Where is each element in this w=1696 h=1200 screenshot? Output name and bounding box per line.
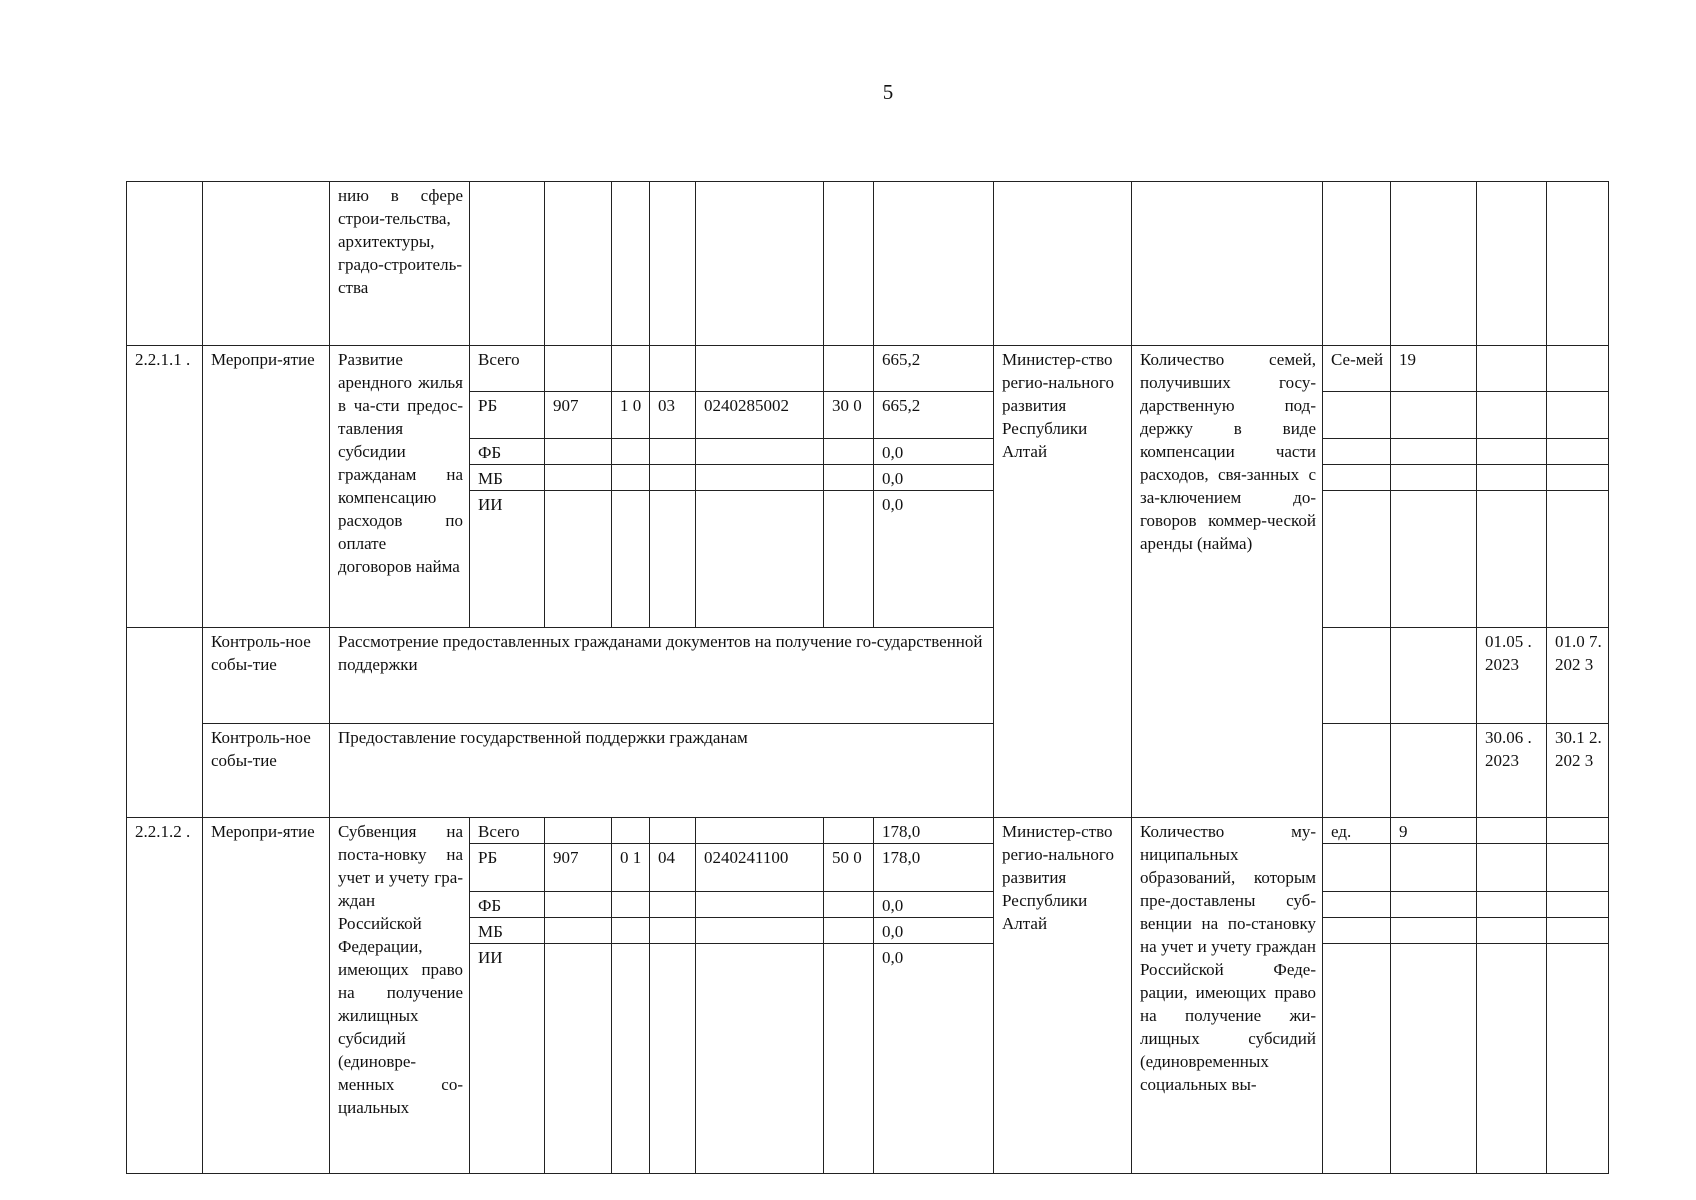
fin-source: РБ (470, 844, 545, 892)
event-type: Контроль-ное собы-тие (203, 724, 330, 818)
executor: Министер-ство регио-нального развития Республики Алтай (994, 346, 1132, 818)
indicator: Количество семей, получивших госу-дарственную под-держку в виде компенсации части расходов, свя-занных с за-ключением до-говоров коммер-ческой аренды (найма) (1132, 346, 1323, 818)
csr-code: 0240285002 (696, 392, 824, 439)
unit: Се-мей (1323, 346, 1391, 392)
fin-sum: 0,0 (874, 918, 994, 944)
fin-source: ИИ (470, 491, 545, 628)
indicator: Количество му-ниципальных образований, которым пре-доставлены суб-венции на по-становку на учет и учету граждан Российской Феде-рации, имеющих право на получение жи-лищных субсидий (единовременных социальных вы- (1132, 818, 1323, 1174)
fin-source: Всего (470, 818, 545, 844)
executor: Министер-ство регио-нального развития Республики Алтай (994, 818, 1132, 1174)
vr-code: 30 0 (824, 392, 874, 439)
fin-source: ИИ (470, 944, 545, 1174)
vr-code: 50 0 (824, 844, 874, 892)
fin-sum: 0,0 (874, 892, 994, 918)
fin-sum: 0,0 (874, 944, 994, 1174)
event-type: Контроль-ное собы-тие (203, 628, 330, 724)
event-end-date: 01.0 7. 202 3 (1547, 628, 1609, 724)
event-description: Рассмотрение предоставленных гражданами документов на получение го-сударственной поддержки (330, 628, 994, 724)
fin-sum: 0,0 (874, 465, 994, 491)
rz-code: 0 1 (612, 844, 650, 892)
measure-name: нию в сфере строи-тельства, архитектуры, градо-строитель-ства (330, 182, 470, 346)
measure-name: Развитие арендного жилья в ча-сти предос-тавления субсидии гражданам на компенсацию расходов по оплате договоров найма (330, 346, 470, 628)
fin-source: ФБ (470, 439, 545, 465)
event-start-date: 30.06 . 2023 (1477, 724, 1547, 818)
table-row (127, 346, 1609, 392)
fin-sum: 0,0 (874, 491, 994, 628)
rz-code: 1 0 (612, 392, 650, 439)
table-row (127, 182, 1609, 346)
grbs-code: 907 (545, 844, 612, 892)
fin-sum: 178,0 (874, 818, 994, 844)
program-table (126, 181, 1609, 1174)
measure-type: Меропри-ятие (203, 818, 330, 1174)
page-number: 5 (882, 80, 894, 104)
pr-code: 04 (650, 844, 696, 892)
fin-sum: 178,0 (874, 844, 994, 892)
fin-sum: 0,0 (874, 439, 994, 465)
indicator-value: 19 (1391, 346, 1477, 392)
measure-number: 2.2.1.1 . (127, 346, 203, 628)
measure-number: 2.2.1.2 . (127, 818, 203, 1174)
event-description: Предоставление государственной поддержки гражданам (330, 724, 994, 818)
fin-sum: 665,2 (874, 392, 994, 439)
table-row (127, 818, 1609, 844)
fin-source: ФБ (470, 892, 545, 918)
fin-source: МБ (470, 465, 545, 491)
measure-type: Меропри-ятие (203, 346, 330, 628)
unit: ед. (1323, 818, 1391, 844)
pr-code: 03 (650, 392, 696, 439)
fin-source: РБ (470, 392, 545, 439)
csr-code: 0240241100 (696, 844, 824, 892)
fin-source: Всего (470, 346, 545, 392)
event-end-date: 30.1 2. 202 3 (1547, 724, 1609, 818)
event-start-date: 01.05 . 2023 (1477, 628, 1547, 724)
indicator-value: 9 (1391, 818, 1477, 844)
grbs-code: 907 (545, 392, 612, 439)
table-row (127, 724, 1609, 818)
fin-source: МБ (470, 918, 545, 944)
measure-name: Субвенция на поста-новку на учет и учету гра-ждан Российской Федерации, имеющих право на получение жилищных субсидий (единовре-менных со-циальных (330, 818, 470, 1174)
fin-sum: 665,2 (874, 346, 994, 392)
table-row (127, 628, 1609, 724)
